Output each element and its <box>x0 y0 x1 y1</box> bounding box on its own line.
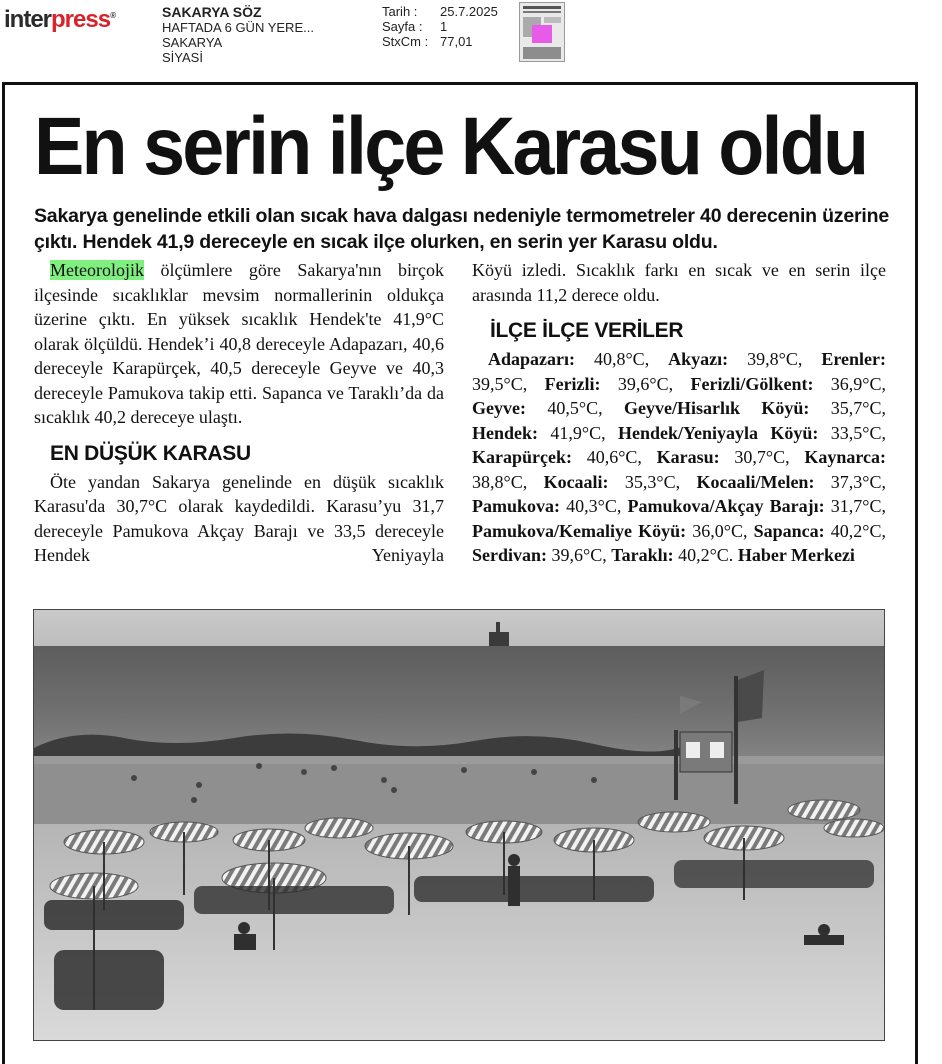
page-thumbnail[interactable] <box>519 2 565 62</box>
district-temperature: 36,0°C <box>686 520 743 541</box>
district-temperature: 40,3°C <box>560 496 617 516</box>
district-temperature: 31,7°C <box>824 496 882 516</box>
district-name: Kocaali: <box>543 471 609 492</box>
district-entry <box>472 447 637 467</box>
size-label: StxCm : <box>382 34 429 49</box>
district-entry <box>696 472 881 492</box>
district-temperature: 39,6°C <box>600 373 669 394</box>
district-name: Serdivan: <box>472 545 548 565</box>
district-name: Erenler: <box>821 349 886 369</box>
publication-frequency: HAFTADA 6 GÜN YERE... <box>162 20 314 35</box>
article-column-right <box>472 258 886 568</box>
interpress-logo <box>4 6 115 34</box>
district-entry <box>754 521 882 541</box>
district-entry <box>472 521 743 541</box>
highlighted-keyword: Meteorolojik <box>50 260 144 280</box>
publication-info <box>162 5 314 65</box>
district-temperature: 35,3°C <box>608 471 676 492</box>
district-entry <box>472 545 602 565</box>
article-spot: Sakarya genelinde etkili olan sıcak hava dalgası nedeniyle termometreler 40 derecenin üzerine çıktı. Hendek 41,9 dereceyle en sıcak ilçe olurken, en serin yer Karasu oldu. <box>34 205 889 253</box>
size-value: 77,01 <box>440 34 473 49</box>
paragraph-2-part-b: Köyü izledi. Sıcaklık farkı en sıcak ve en serin ilçe arasında 11,2 derece oldu. <box>472 260 886 305</box>
district-name: Kocaali/Melen: <box>696 471 815 492</box>
district-name: Ferizli/Gölkent: <box>690 373 814 394</box>
district-temperature: 39,8°C <box>728 349 798 369</box>
district-name: Hendek/Yeniyayla Köyü: <box>618 422 819 443</box>
publication-region: SAKARYA <box>162 35 223 50</box>
district-temperature: 40,2°C. <box>673 545 734 565</box>
district-name: Pamukova/Akçay Barajı: <box>627 496 825 516</box>
logo-part-1: inter <box>4 6 52 33</box>
subhead-district-data: İLÇE İLÇE VERİLER <box>490 319 684 342</box>
date-value: 25.7.2025 <box>440 4 498 19</box>
district-entry <box>545 374 669 394</box>
district-temperature: 39,5°C <box>472 373 523 394</box>
district-temperature: 40,6°C <box>571 447 638 467</box>
district-name: Adapazarı: <box>488 349 575 369</box>
district-entry <box>690 374 881 394</box>
beach-photo <box>33 609 885 1041</box>
date-label: Tarih : <box>382 4 418 19</box>
publication-name: SAKARYA SÖZ <box>162 4 262 20</box>
district-name: Karasu: <box>656 447 720 467</box>
district-entry <box>472 496 617 516</box>
district-temperature: 41,9°C <box>538 422 602 443</box>
district-name: Pamukova/Kemaliye Köyü: <box>472 520 687 541</box>
intro-text: ölçümlere göre Sakarya'nın birçok ilçesinde sıcaklıklar mevsim normallerinin oldukça üzerine çıktı. En yüksek sıcaklık Hendek'te 41,9°C olarak ölçüldü. Hendek’i 40,8 dereceyle Adapazarı, 40,6 dereceyle Karapürçek, 40,5 dereceyle Geyve ve 40,3 dereceyle Pamukova takip etti. Sapanca ve Taraklı’da da sıcaklık 40,2 dereceye ulaştı. <box>34 260 444 427</box>
article-byline: Haber Merkezi <box>733 545 855 565</box>
page-label: Sayfa : <box>382 19 423 34</box>
district-temperature: 40,2°C <box>824 520 882 541</box>
clipping-header <box>0 0 942 80</box>
district-entry <box>611 545 733 565</box>
district-temperature: 33,5°C <box>818 422 882 443</box>
district-name: Sapanca: <box>753 520 825 541</box>
district-name: Akyazı: <box>668 349 729 369</box>
district-entry <box>657 447 785 467</box>
district-temperature: 40,5°C <box>525 398 599 418</box>
page-value: 1 <box>440 19 448 34</box>
district-data-list: Adapazarı: 40,8°C, Akyazı: 39,8°C, Erenler: 39,5°C, Ferizli: 39,6°C, Ferizli/Gölkent: 36,9°C, Geyve: 40,5°C, Geyve/Hisarlık Köyü: 35,7°C, Hendek: 41,9°C, Hendek/Yeniyayla Köyü: 33,5°C, Karapürçek: 40,6°C, Karasu: 30,7°C, Kaynarca: 38,8°C, Kocaali: 35,3°C, Kocaali/Melen: 37,3°C, Pamukova: 40,3°C, Pamukova/Akçay Barajı: 31,7°C, Pamukova/Kemaliye Köyü: 36,0°C, Sapanca: 40,2°C, Serdivan: 39,6°C, Taraklı: 40,2°C. Haber Merkezi <box>472 349 886 565</box>
district-name: Karapürçek: <box>472 447 572 467</box>
district-temperature: 38,8°C <box>472 471 523 492</box>
district-entry <box>472 423 601 443</box>
district-entry <box>618 423 882 443</box>
logo-part-2: press <box>51 6 111 33</box>
district-name: Hendek: <box>472 422 539 443</box>
district-entry <box>668 349 798 369</box>
district-name: Geyve: <box>472 398 526 418</box>
district-entry <box>544 472 676 492</box>
district-temperature: 37,3°C <box>814 471 882 492</box>
district-temperature: 36,9°C <box>813 373 882 394</box>
publication-category: SİYASİ <box>162 50 203 65</box>
district-name: Ferizli: <box>544 373 601 394</box>
district-name: Kaynarca: <box>804 447 886 467</box>
district-entry <box>628 496 882 516</box>
district-temperature: 39,6°C <box>547 545 603 565</box>
district-name: Taraklı: <box>611 545 674 565</box>
clipping-meta <box>382 4 498 49</box>
district-entry <box>472 398 598 418</box>
district-entry <box>488 349 645 369</box>
beach-photo-illustration <box>34 610 885 1041</box>
district-temperature: 30,7°C <box>719 447 786 467</box>
district-entry <box>624 398 882 418</box>
subhead-lowest: EN DÜŞÜK KARASU <box>50 441 251 465</box>
logo-registered: ® <box>110 11 115 20</box>
district-temperature: 40,8°C <box>575 349 645 369</box>
district-name: Geyve/Hisarlık Köyü: <box>624 398 810 418</box>
district-temperature: 35,7°C <box>809 398 882 418</box>
district-name: Pamukova: <box>472 496 561 516</box>
paragraph-2-part-a: Öte yandan Sakarya genelinde en düşük sıcaklık Karasu'da 30,7°C olarak kaydedildi. Karasu’yu 31,7 dereceyle Pamukova Akçay Barajı ve 33,5 dereceyle Hendek Yeniyayla <box>34 471 444 565</box>
article-column-left <box>34 258 444 568</box>
intro-paragraph <box>34 258 444 430</box>
article-headline: En serin ilçe Karasu oldu <box>34 101 867 192</box>
